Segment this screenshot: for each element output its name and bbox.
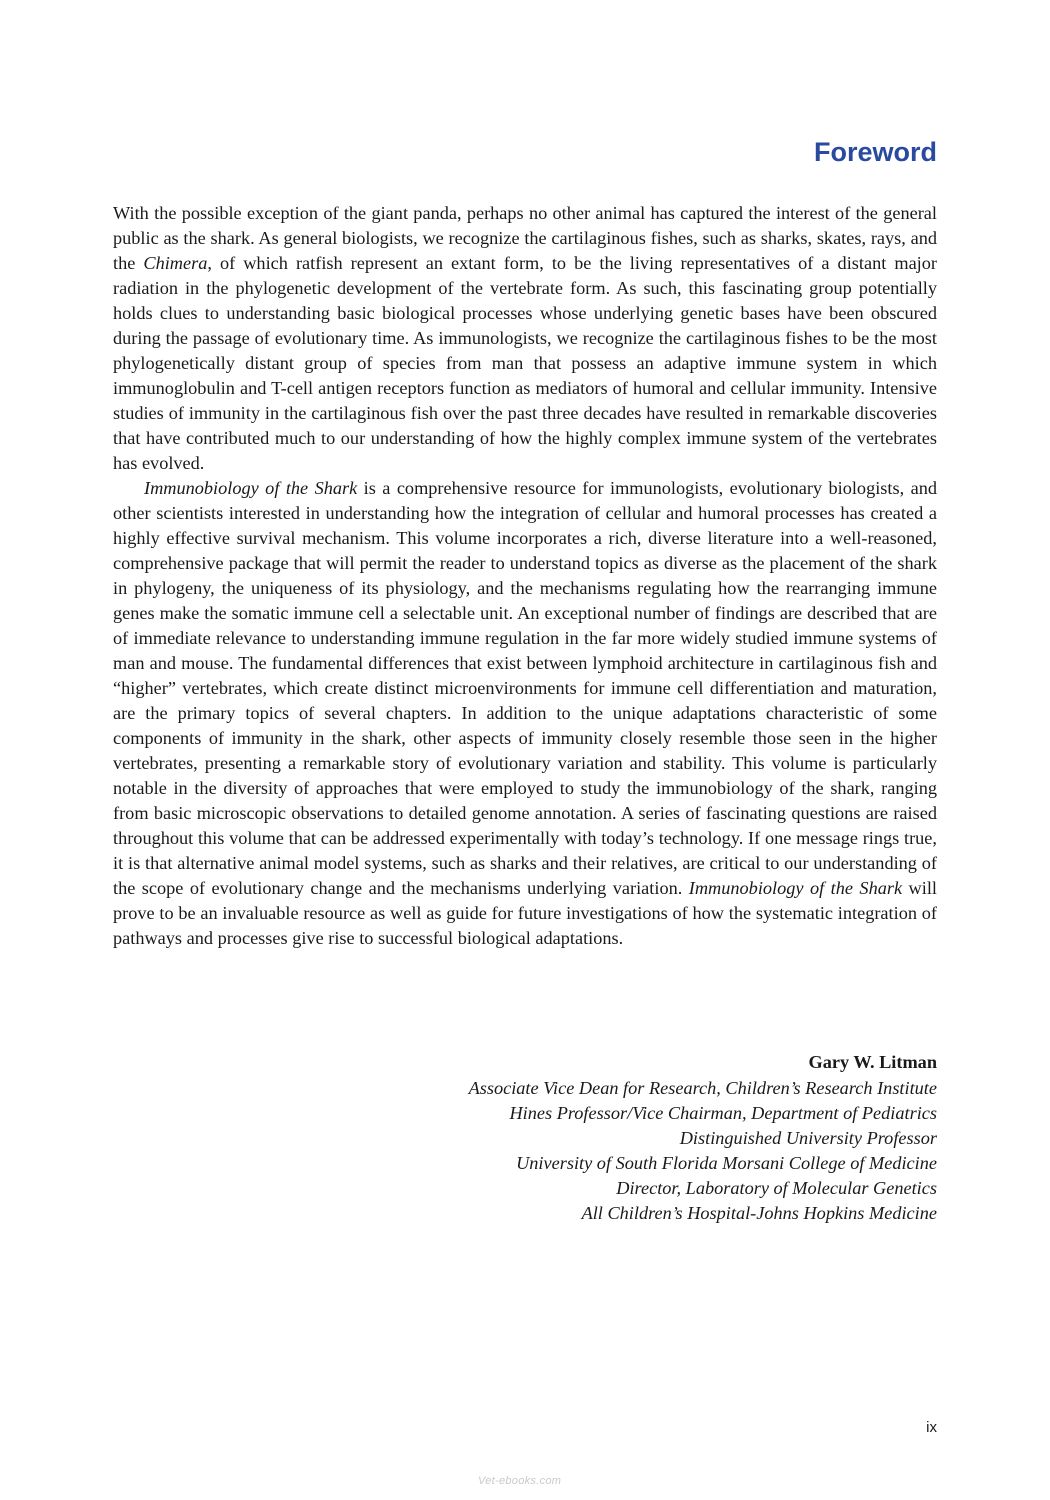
paragraph-2-text-b: will prove to be an invaluable resource as well as guide for future investigations of how the systematic integration of pathways and processes give rise to successful biological adaptations. — [113, 878, 937, 948]
book-title-1: Immunobiology of the Shark — [144, 478, 358, 498]
page-title: Foreword — [813, 137, 937, 167]
paragraph-1 — [113, 201, 937, 476]
chimera-term: Chimera — [143, 253, 208, 273]
watermark: Vet-ebooks.com — [478, 1475, 562, 1487]
author-role: All Children’s Hospital-Johns Hopkins Medicine — [581, 1203, 937, 1223]
author-role: Associate Vice Dean for Research, Children’s Research Institute — [468, 1078, 937, 1098]
author-role: University of South Florida Morsani College of Medicine — [516, 1153, 937, 1173]
paragraph-1-text-a: With the possible exception of the giant panda, perhaps no other animal has captured the interest of the general public as the shark. As general biologists, we recognize the cartilaginous fishes, such as sharks, skates, rays, and the — [113, 203, 937, 273]
author-role: Hines Professor/Vice Chairman, Department of Pediatrics — [509, 1103, 937, 1123]
page-number: ix — [926, 1419, 937, 1436]
foreword-body — [113, 201, 937, 951]
paragraph-2-text-a: is a comprehensive resource for immunologists, evolutionary biologists, and other scientists interested in understanding how the integration of cellular and humoral processes has created a highly effective survival mechanism. This volume incorporates a rich, diverse literature into a well-reasoned, comprehensive package that will permit the reader to understand topics as diverse as the placement of the shark in phylogeny, the uniqueness of its physiology, and the mechanisms regulating how the rearranging immune genes make the somatic immune cell a selectable unit. An exceptional number of findings are described that are of immediate relevance to understanding immune regulation in the far more widely studied immune systems of man and mouse. The fundamental differences that exist between lymphoid architecture in cartilaginous fish and “higher” vertebrates, which create distinct microenvironments for immune cell differentiation and maturation, are the primary topics of several chapters. In addition to the unique adaptations characteristic of some components of immunity in the shark, other aspects of immunity closely resemble those seen in the higher vertebrates, presenting a remarkable story of evolutionary variation and stability. This volume is particularly notable in the diversity of approaches that were employed to study the immunobiology of the shark, ranging from basic microscopic observations to detailed genome annotation. A series of fascinating questions are raised throughout this volume that can be addressed experimentally with today’s technology. If one message rings true, it is that alternative animal model systems, such as sharks and their relatives, are critical to our understanding of the scope of evolutionary change and the mechanisms underlying variation. — [113, 478, 937, 898]
paragraph-1-text-b: , of which ratfish represent an extant form, to be the living representatives of a distant major radiation in the phylogenetic development of the vertebrate form. As such, this fascinating group potentially holds clues to understanding basic biological processes whose underlying genetic bases have been obscured during the passage of evolutionary time. As immunologists, we recognize the cartilaginous fishes to be the most phylogenetically distant group of species from man that possess an adaptive immune system in which immunoglobulin and T-cell antigen receptors function as mediators of humoral and cellular immunity. Intensive studies of immunity in the cartilaginous fish over the past three decades have resulted in remarkable discoveries that have contributed much to our understanding of how the highly complex immune system of the vertebrates has evolved. — [113, 253, 937, 473]
signature-block — [237, 1050, 937, 1226]
author-name: Gary W. Litman — [808, 1052, 937, 1072]
book-title-2: Immunobiology of the Shark — [688, 878, 903, 898]
author-role: Director, Laboratory of Molecular Genetics — [616, 1178, 937, 1198]
author-role: Distinguished University Professor — [679, 1128, 937, 1148]
paragraph-2 — [113, 476, 937, 951]
